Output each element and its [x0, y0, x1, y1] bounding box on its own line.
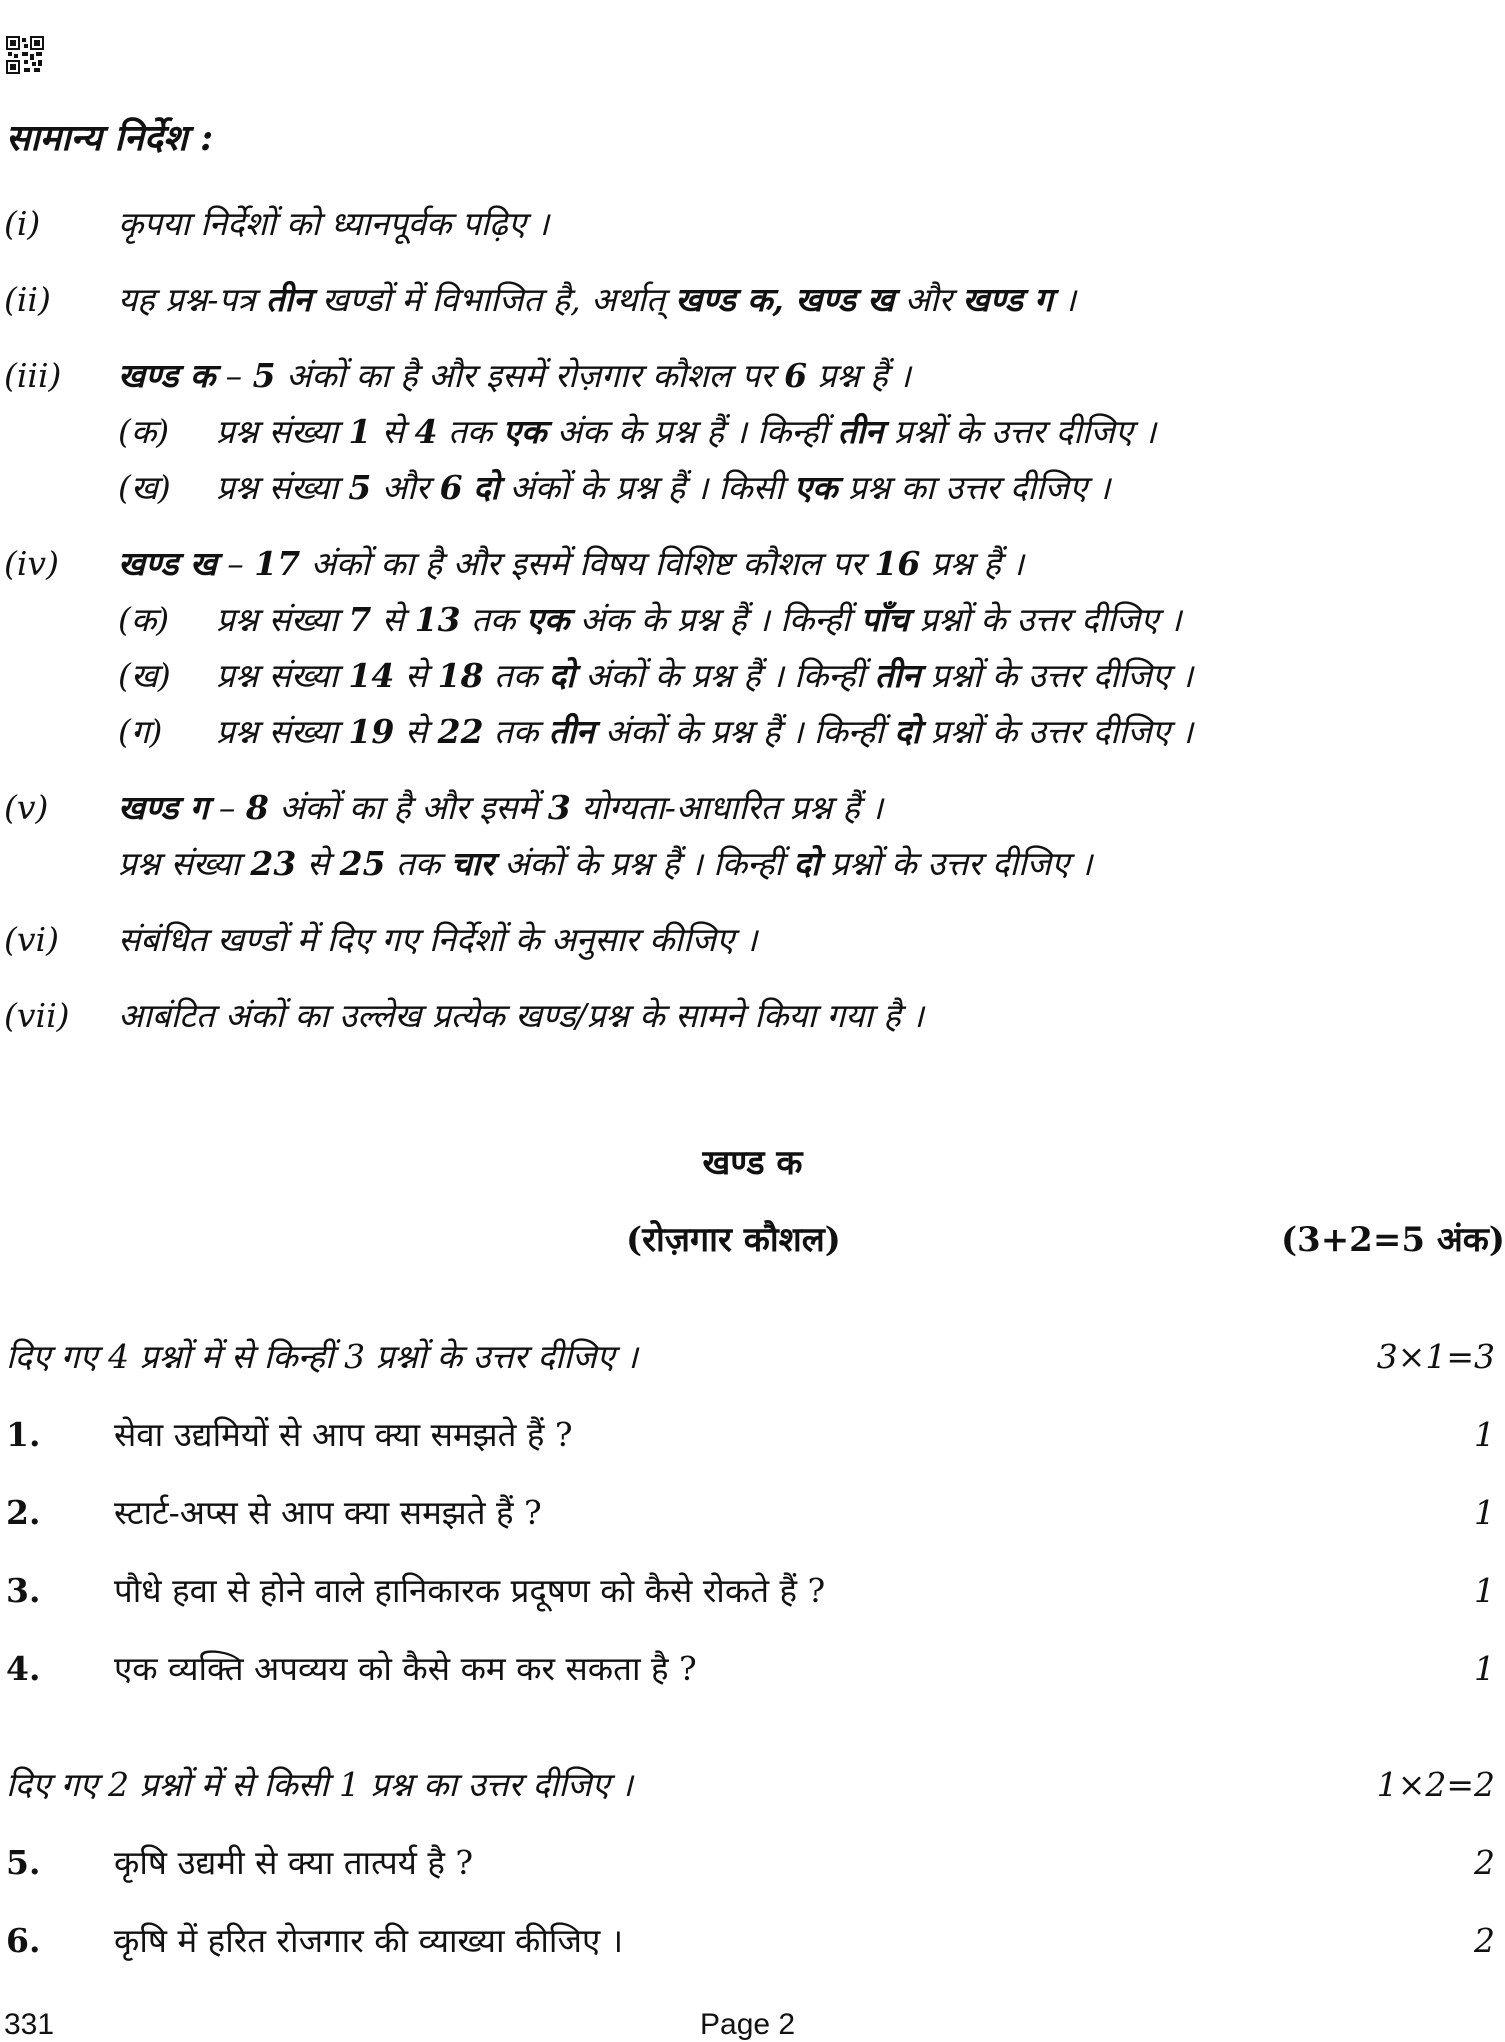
question-text: कृषि में हरित रोजगार की व्याख्या कीजिए । [114, 1921, 624, 1960]
page-number: Page 2 [700, 2008, 796, 2041]
question-group-2 [0, 1746, 1505, 1980]
instruction-item [0, 536, 1505, 760]
paper-code: 331 [4, 2008, 55, 2041]
instruction-subitem: (ग) प्रश्न संख्या 19 से 22 तक तीन अंकों के प्रश्न हैं । किन्हीं दो प्रश्नों के उत्तर दीजिए । [118, 712, 1194, 751]
instruction-number: (v) [4, 788, 49, 827]
instruction-number: (ii) [4, 280, 51, 319]
question-marks: 2 [1474, 1921, 1495, 1960]
instruction-number: (iv) [4, 544, 59, 583]
question-number: 5. [6, 1843, 41, 1882]
instruction-item [0, 912, 1505, 968]
qr-code-icon [6, 36, 44, 74]
question-marks: 1 [1474, 1493, 1495, 1532]
instruction-item [0, 196, 1505, 252]
question-number: 3. [6, 1571, 41, 1610]
question-text: पौधे हवा से होने वाले हानिकारक प्रदूषण को कैसे रोकते हैं ? [114, 1571, 826, 1610]
instruction-number: (vi) [4, 920, 59, 959]
group-marks: 1×2=2 [1376, 1765, 1495, 1804]
instruction-item [0, 988, 1505, 1044]
instruction-subitem: (क) प्रश्न संख्या 1 से 4 तक एक अंक के प्रश्न हैं । किन्हीं तीन प्रश्नों के उत्तर दीजिए । [118, 412, 1157, 451]
instruction-text: खण्ड ग – 8 अंकों का है और इसमें 3 योग्यता-आधारित प्रश्न हैं । प्रश्न संख्या 23 से 25 तक चार अंकों के प्रश्न हैं । किन्हीं दो प्रश्नों के उत्तर दीजिए । [118, 788, 1093, 883]
question-text: स्टार्ट-अप्स से आप क्या समझते हैं ? [114, 1493, 542, 1532]
question-text: एक व्यक्ति अपव्यय को कैसे कम कर सकता है ? [114, 1649, 697, 1688]
instruction-text: कृपया निर्देशों को ध्यानपूर्वक पढ़िए । [118, 204, 549, 243]
question-marks: 1 [1474, 1415, 1495, 1454]
question-text: कृषि उद्यमी से क्या तात्पर्य है ? [114, 1843, 474, 1882]
instruction-text: संबंधित खण्डों में दिए गए निर्देशों के अनुसार कीजिए । [118, 920, 758, 959]
instruction-text: खण्ड क – 5 अंकों का है और इसमें रोज़गार कौशल पर 6 प्रश्न हैं । (क) प्रश्न संख्या 1 से 4 तक एक अंक के प्रश्न हैं । किन्हीं तीन प्रश्नों के उत्तर दीजिए । (ख) प्रश्न संख्या 5 और 6 दो अंकों के प्रश्न हैं । किसी एक प्रश्न का उत्तर दीजिए । [118, 348, 1505, 516]
instruction-text: खण्ड ख – 17 अंकों का है और इसमें विषय विशिष्ट कौशल पर 16 प्रश्न हैं । (क) प्रश्न संख्या 7 से 13 तक एक अंक के प्रश्न हैं । किन्हीं पाँच प्रश्नों के उत्तर दीजिए । (ख) प्रश्न संख्या 14 से 18 तक दो अंकों के प्रश्न हैं । किन्हीं तीन प्रश्नों के उत्तर दीजिए । (ग) प्रश्न संख्या 19 से 22 तक तीन अंकों के प्रश्न हैं । किन्हीं दो प्रश्नों के उत्तर दीजिए । [118, 536, 1505, 760]
general-instructions-title: सामान्य निर्देश : [6, 117, 214, 159]
question-number: 1. [6, 1415, 41, 1454]
group-instruction-text: दिए गए 2 प्रश्नों में से किसी 1 प्रश्न का उत्तर दीजिए । [6, 1765, 633, 1804]
section-subtitle: (रोज़गार कौशल) [626, 1220, 841, 1260]
group-instruction [0, 1746, 1505, 1824]
section-title: खण्ड क [702, 1143, 803, 1183]
group-instruction-text: दिए गए 4 प्रश्नों में से किन्हीं 3 प्रश्नों के उत्तर दीजिए । [6, 1337, 638, 1376]
instruction-item [0, 272, 1505, 328]
instruction-item [0, 780, 1505, 892]
instruction-number: (vii) [4, 996, 70, 1035]
question-marks: 1 [1474, 1571, 1495, 1610]
question-row [0, 1474, 1505, 1552]
instruction-subitem: (ख) प्रश्न संख्या 5 और 6 दो अंकों के प्रश्न हैं । किसी एक प्रश्न का उत्तर दीजिए । [118, 468, 1111, 507]
instruction-text: यह प्रश्न-पत्र तीन खण्डों में विभाजित है, अर्थात् खण्ड क, खण्ड ख और खण्ड ग । [118, 280, 1076, 319]
instruction-item [0, 348, 1505, 516]
general-instructions-list [0, 196, 1505, 1044]
question-marks: 2 [1474, 1843, 1495, 1882]
instruction-number: (i) [4, 204, 41, 243]
question-marks: 1 [1474, 1649, 1495, 1688]
question-row [0, 1630, 1505, 1708]
question-number: 6. [6, 1921, 41, 1960]
question-row [0, 1902, 1505, 1980]
group-instruction [0, 1318, 1505, 1396]
question-row [0, 1396, 1505, 1474]
question-text: सेवा उद्यमियों से आप क्या समझते हैं ? [114, 1415, 573, 1454]
question-row [0, 1824, 1505, 1902]
instruction-subitem: (क) प्रश्न संख्या 7 से 13 तक एक अंक के प्रश्न हैं । किन्हीं पाँच प्रश्नों के उत्तर दीजिए । [118, 600, 1182, 639]
instruction-text: आबंटित अंकों का उल्लेख प्रत्येक खण्ड/प्रश्न के सामने किया गया है । [118, 996, 924, 1035]
instruction-number: (iii) [4, 356, 62, 395]
question-number: 4. [6, 1649, 41, 1688]
section-marks: (3+2=5 अंक) [1280, 1220, 1505, 1260]
question-row [0, 1552, 1505, 1630]
instruction-subitem: (ख) प्रश्न संख्या 14 से 18 तक दो अंकों के प्रश्न हैं । किन्हीं तीन प्रश्नों के उत्तर दीजिए । [118, 656, 1194, 695]
question-group-1 [0, 1318, 1505, 1708]
group-marks: 3×1=3 [1376, 1337, 1495, 1376]
question-number: 2. [6, 1493, 41, 1532]
